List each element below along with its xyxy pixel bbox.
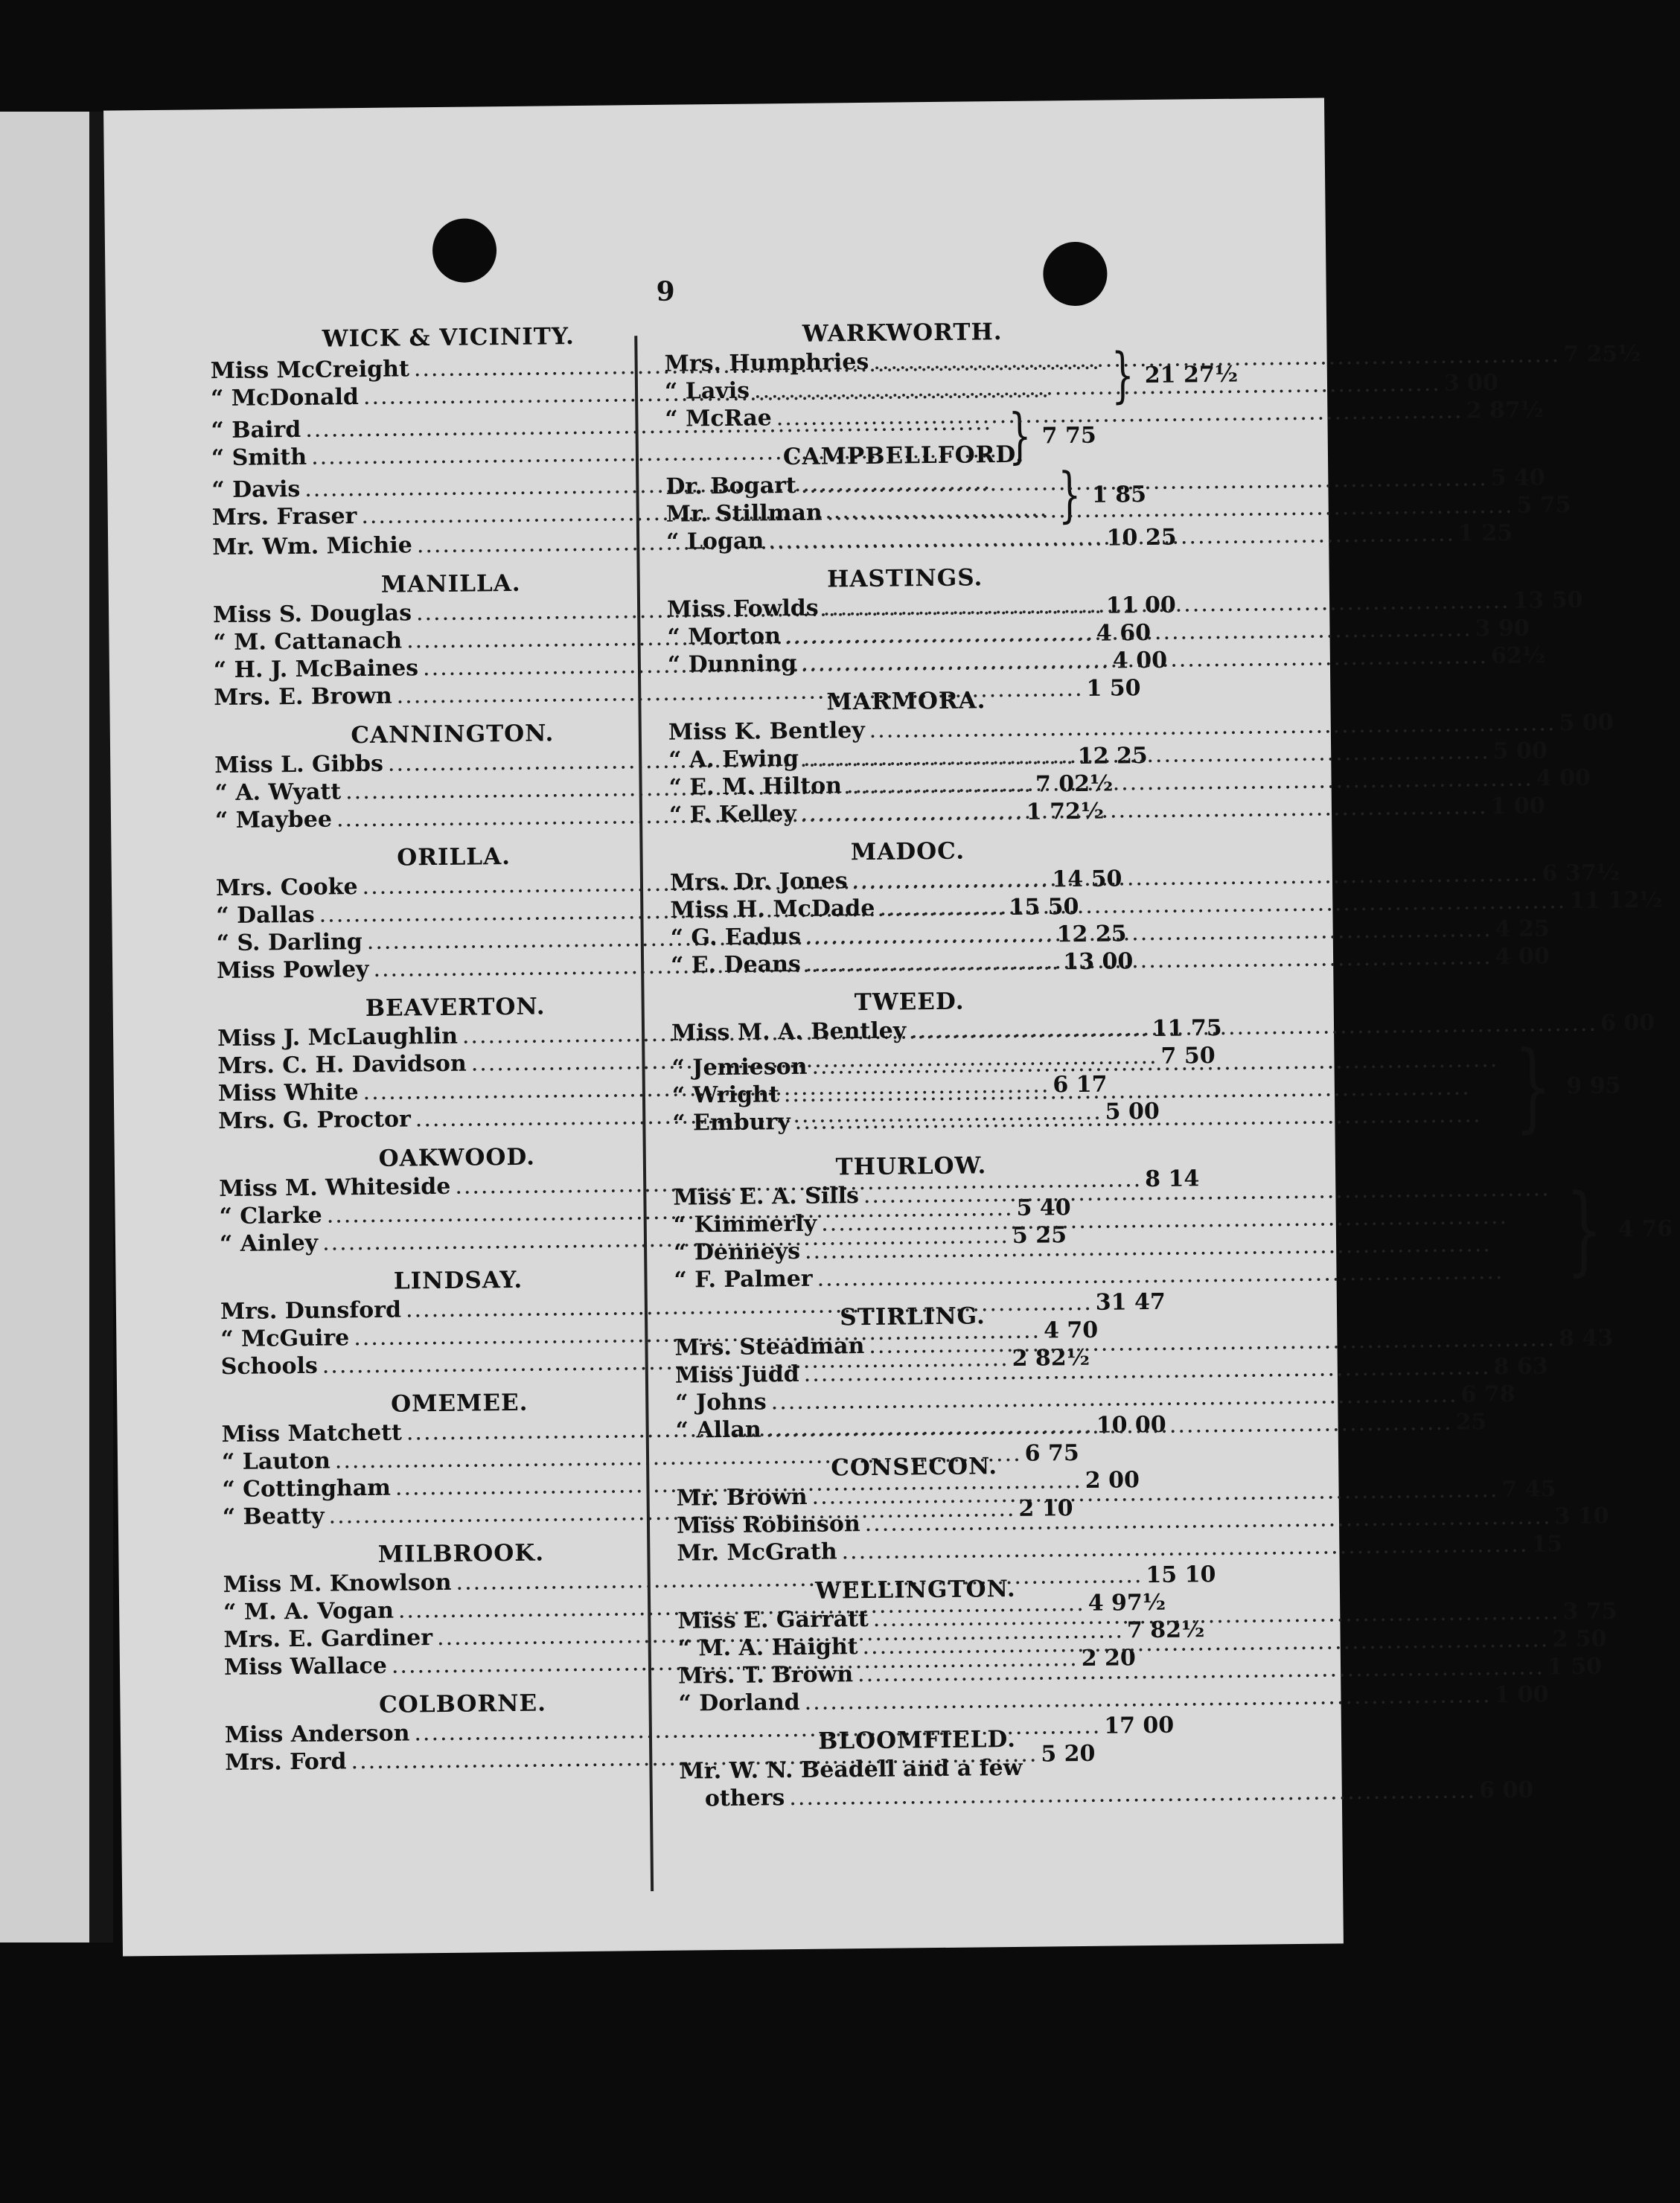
locality-heading: WELLINGTON. (814, 1575, 1016, 1605)
punch-hole-right (1043, 242, 1108, 307)
contributor-name: Mr. W. N. Beadell and a few (679, 1754, 1023, 1785)
list-item (680, 1777, 1534, 1813)
contributor-name: “ Dunning (667, 650, 797, 678)
contributor-name: “ S. Darling (216, 929, 362, 957)
contributor-name: Schools (220, 1352, 318, 1381)
document-page (103, 97, 1673, 1956)
contributor-name: “ McGuire (220, 1325, 350, 1353)
locality-heading: MARMORA. (826, 687, 986, 716)
contributor-name: Miss White (217, 1079, 359, 1107)
contribution-amount: 1 25 (1457, 519, 1513, 547)
contribution-amount: 31 47 (1095, 1288, 1166, 1316)
spacer (1027, 1774, 1071, 1775)
contributor-name: “ Lauton (221, 1448, 330, 1476)
contribution-amount: 4 25 (1495, 915, 1550, 943)
contributor-name: “ Beatty (222, 1503, 325, 1531)
contributor-name: Miss M. A. Bentley (671, 1017, 907, 1046)
locality-section (676, 1450, 1609, 1567)
contributor-name: “ Allan (675, 1416, 761, 1444)
contributor-name: Miss M. Whiteside (219, 1173, 451, 1203)
contribution-amount: 3 90 (1475, 615, 1530, 642)
contributor-name: Mrs. Steadman (674, 1333, 865, 1361)
contributor-name: Mr. Wm. Michie (212, 532, 413, 561)
contributor-name: Miss E. Garratt (677, 1606, 869, 1634)
contributor-name: “ Dallas (216, 901, 315, 930)
contribution-amount: 6 17 (1053, 1071, 1108, 1099)
contribution-amount: 11 00 (1105, 592, 1176, 619)
locality-heading: WICK & VICINITY. (322, 323, 575, 353)
contributor-name: Mrs. E. Brown (214, 682, 392, 712)
locality-heading: MADOC. (850, 837, 965, 866)
locality-heading: OMEMEE. (390, 1389, 528, 1418)
contributor-name: “ E. M. Hilton (668, 773, 843, 801)
contribution-amount: 5 00 (1492, 738, 1548, 765)
contributor-name: Miss E. A. Sills (673, 1183, 860, 1211)
contributor-name: Miss M. Knowlson (223, 1569, 452, 1599)
contribution-amount: 11 12½ (1569, 886, 1663, 915)
locality-heading: CONSECON. (831, 1453, 998, 1482)
contributor-name: Miss McCreight (210, 356, 410, 385)
contributor-name: “ E. Deans (670, 950, 802, 979)
contribution-amount: 4 70 (1043, 1317, 1099, 1344)
contributor-name: Mrs. G. Proctor (218, 1106, 412, 1135)
contribution-amount: 5 40 (1490, 464, 1545, 492)
contributor-name: “ F. Palmer (674, 1265, 813, 1294)
contribution-amount: 8 43 (1558, 1325, 1614, 1352)
contribution-amount: 1 50 (1086, 675, 1141, 702)
contributor-name: “ Johns (675, 1389, 767, 1416)
group-amount: 7 75 (1041, 422, 1096, 449)
contributor-name: Miss Robinson (676, 1511, 860, 1539)
contributor-name: Miss J. McLaughlin (217, 1023, 459, 1052)
contribution-amount: 1 72½ (1026, 798, 1105, 825)
contributor-name: Miss Judd (674, 1361, 799, 1389)
contributor-name: “ Wright (671, 1081, 780, 1109)
contributor-name: “ G. Eadus (670, 923, 802, 951)
contribution-amount: 3 10 (1554, 1503, 1609, 1530)
contributor-name: “ Jemieson (671, 1053, 808, 1081)
contributor-name: Miss H. McDade (670, 895, 875, 924)
contribution-amount: 8 63 (1493, 1353, 1548, 1381)
locality-section (665, 438, 1571, 556)
contribution-amount: 7 50 (1160, 1043, 1216, 1069)
contribution-amount: 4 60 (1096, 619, 1152, 647)
contribution-amount: 3 75 (1562, 1598, 1617, 1625)
list-item (675, 1409, 1487, 1445)
contributor-name: “ Cottingham (222, 1474, 392, 1503)
locality-heading: THURLOW. (835, 1152, 987, 1181)
locality-heading: HASTINGS. (826, 564, 983, 593)
locality-heading: LINDSAY. (393, 1266, 523, 1295)
contribution-amount: 13 00 (1063, 948, 1134, 976)
contribution-amount: 17 00 (1104, 1712, 1175, 1739)
contributor-name: “ Embury (672, 1108, 791, 1136)
contributor-name: Mrs. Humphries (664, 348, 869, 377)
contribution-amount: 1 50 (1547, 1653, 1603, 1681)
contribution-amount: 11 75 (1152, 1014, 1222, 1042)
contributor-name: Miss Matchett (221, 1419, 403, 1448)
contribution-amount: 2 20 (1081, 1645, 1136, 1672)
locality-section (666, 561, 1583, 679)
contributor-name: “ Kimmerly (673, 1210, 817, 1238)
contributor-name: Mrs. T. Brown (677, 1661, 854, 1689)
contribution-amount: 5 20 (1041, 1740, 1096, 1768)
contribution-amount: 1 00 (1490, 793, 1545, 820)
contribution-amount: 5 25 (1012, 1222, 1067, 1249)
list-item (667, 642, 1546, 679)
contribution-amount: 6 00 (1478, 1777, 1534, 1804)
contribution-amount: 25 (1455, 1409, 1487, 1436)
contribution-amount: 12 25 (1056, 921, 1127, 948)
contribution-amount: 4 00 (1495, 943, 1550, 971)
locality-heading: MANILLA. (380, 569, 521, 598)
contributor-name: “ F. Kelley (668, 800, 796, 828)
contributor-name: Mrs. Cooke (215, 874, 358, 902)
contributor-name: “ Morton (667, 623, 782, 650)
contributor-name: Mrs. Dr. Jones (669, 868, 848, 896)
contribution-amount: 5 00 (1105, 1098, 1160, 1125)
contributor-name: Miss Wallace (223, 1652, 388, 1681)
contribution-amount: 12 25 (1077, 743, 1148, 770)
grouped-names (673, 1174, 1551, 1294)
brace-symbol: } (1111, 340, 1135, 410)
contributor-name: “ Dorland (678, 1689, 800, 1717)
contributor-name: “ Clarke (219, 1202, 322, 1230)
locality-section (668, 684, 1614, 829)
contribution-amount: 5 00 (1559, 709, 1614, 737)
contribution-amount: 4 00 (1536, 764, 1591, 792)
locality-heading: TWEED. (854, 988, 965, 1017)
contributor-name: Miss S. Douglas (212, 600, 412, 629)
brace-symbol: } (1565, 1172, 1604, 1287)
locality-heading: BLOOMFIELD. (817, 1725, 1017, 1755)
contribution-amount: 2 82½ (1012, 1344, 1090, 1372)
contributor-name: Mrs. Dunsford (220, 1296, 402, 1326)
contribution-amount: 2 50 (1552, 1625, 1607, 1653)
brace-symbol: } (1008, 400, 1032, 470)
contribution-amount: 6 75 (1024, 1440, 1079, 1467)
list-item (668, 793, 1545, 829)
contributor-name: “ McDonald (210, 384, 360, 412)
list-item (670, 943, 1550, 979)
list-item (665, 397, 1545, 433)
contributor-name: “ McRae (665, 405, 772, 432)
contributor-name: “ M. A. Vogan (223, 1597, 395, 1626)
contribution-amount: 4 97½ (1087, 1589, 1166, 1617)
contributor-name: “ Maybee (214, 806, 333, 834)
contributor-name: Mrs. Fraser (211, 503, 357, 531)
locality-heading: OAKWOOD. (378, 1143, 536, 1172)
contribution-amount: 8 14 (1145, 1166, 1200, 1193)
contributor-name: Miss L. Gibbs (214, 750, 384, 779)
contributor-name: Miss Fowlds (666, 595, 819, 623)
contribution-amount: 7 02½ (1035, 770, 1114, 798)
contributor-name: “ A. Wyatt (214, 778, 342, 807)
contributor-name: “ Logan (665, 528, 764, 555)
contributor-name: Mr. McGrath (677, 1538, 837, 1567)
contribution-amount: 5 75 (1516, 492, 1571, 519)
contributor-name: Mr. Stillman (665, 499, 823, 528)
brace-symbol: } (1513, 1029, 1552, 1143)
contributor-name: “ Baird (211, 416, 301, 444)
contributor-name: Mrs. Ford (225, 1748, 347, 1777)
contribution-amount: 10 00 (1096, 1411, 1166, 1439)
contribution-amount: 10 25 (1106, 524, 1177, 551)
punch-hole-left (432, 218, 497, 283)
contribution-amount: 6 00 (1600, 1009, 1655, 1037)
locality-heading: CANNINGTON. (351, 720, 555, 749)
locality-heading: CAMPBELLFORD. (782, 441, 1025, 471)
contribution-amount: 13 50 (1513, 586, 1583, 614)
group-amount: 9 95 (1566, 1072, 1621, 1099)
contributor-name: “ Denneys (673, 1238, 801, 1266)
contribution-amount: 4 00 (1112, 647, 1168, 674)
locality-section (669, 834, 1663, 979)
list-item (678, 1681, 1549, 1718)
contributor-name: “ Lavis (664, 377, 750, 405)
group-amount: 1 85 (1091, 481, 1147, 508)
locality-heading: ORILLA. (397, 842, 511, 872)
contributor-name: Mr. Brown (676, 1483, 808, 1512)
contribution-amount: 7 82½ (1126, 1617, 1205, 1644)
contribution-amount: 15 10 (1146, 1561, 1216, 1589)
contributor-name: Miss K. Bentley (668, 717, 865, 746)
adjacent-page-edge (0, 112, 89, 1943)
list-item (665, 519, 1513, 556)
locality-heading: COLBORNE. (378, 1689, 547, 1718)
contribution-amount: 1 00 (1494, 1681, 1549, 1709)
page-number: 9 (656, 275, 675, 307)
contributor-name: “ Davis (211, 476, 301, 504)
contribution-amount: 3 00 (1443, 370, 1499, 397)
contribution-amount: 7 45 (1501, 1476, 1556, 1503)
contribution-amount: 6 78 (1460, 1381, 1515, 1408)
contribution-amount: 6 37½ (1542, 860, 1620, 887)
contribution-amount: 15 (1531, 1531, 1563, 1558)
group-amount: 4 76 (1617, 1215, 1673, 1242)
contributor-name: others (704, 1785, 785, 1812)
contribution-amount: 2 10 (1018, 1495, 1073, 1522)
contributor-name: Miss Powley (216, 956, 369, 985)
locality-heading: MILBROOK. (377, 1539, 545, 1568)
contributor-name: Mrs. E. Gardiner (223, 1625, 433, 1654)
contributor-name: “ A. Ewing (668, 745, 799, 773)
contributor-name: “ Ainley (219, 1230, 319, 1258)
contribution-amount: 7 25½ (1562, 341, 1641, 368)
contributor-name: “ M. Cattanach (213, 627, 403, 656)
contributor-name: “ M. A. Haight (677, 1634, 858, 1662)
contribution-amount: 15 50 (1009, 893, 1079, 921)
contributor-name: “ Smith (211, 444, 307, 472)
locality-heading: BEAVERTON. (365, 993, 546, 1023)
contribution-amount: 2 87½ (1466, 397, 1545, 424)
locality-heading: WARKWORTH. (802, 319, 1003, 348)
contribution-amount: 5 40 (1016, 1195, 1071, 1221)
brace-symbol: } (1058, 459, 1082, 530)
contribution-amount: 14 50 (1052, 866, 1122, 893)
contributor-name: Mrs. C. H. Davidson (217, 1050, 467, 1080)
contribution-amount: 2 00 (1085, 1467, 1140, 1494)
list-item (677, 1531, 1563, 1567)
contributor-name: Miss Anderson (224, 1720, 410, 1749)
locality-heading: STIRLING. (840, 1302, 986, 1331)
grouped-names (671, 1046, 1499, 1137)
group-amount: 21 27½ (1144, 361, 1239, 389)
contributor-name: “ H. J. McBaines (213, 655, 419, 684)
contributor-name: Dr. Bogart (665, 472, 796, 500)
contribution-amount: 62½ (1490, 642, 1546, 670)
